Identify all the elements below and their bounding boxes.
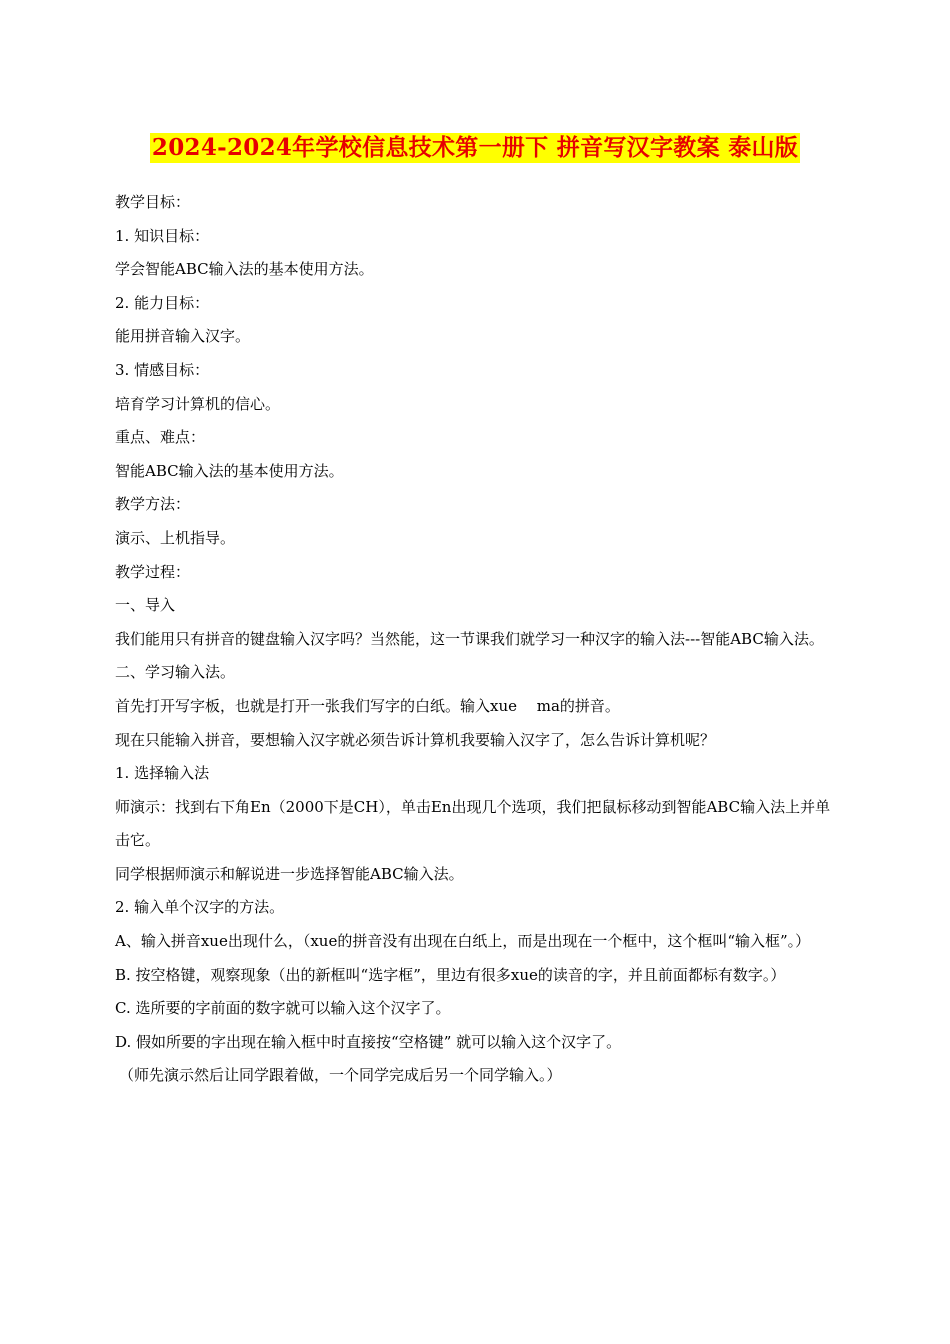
paragraph: B. 按空格键，观察现象（出的新框叫“选字框”，里边有很多xue的读音的字，并且前面都标有数字。） (115, 965, 786, 984)
paragraph: A、输入拼音xue出现什么，（xue的拼音没有出现在白纸上，而是出现在一个框中，这个框叫“输入框”。） (115, 932, 811, 951)
document-body (115, 186, 842, 1093)
paragraph: 学会智能ABC输入法的基本使用方法。 (115, 260, 374, 279)
paragraph: 教学过程： (115, 562, 191, 581)
document-title: 2024-2024年学校信息技术第一册下 拼音写汉字教案 泰山版 (151, 134, 799, 161)
paragraph: 现在只能输入拼音，要想输入汉字就必须告诉计算机我要输入汉字了，怎么告诉计算机呢？ (115, 730, 716, 749)
paragraph: 我们能用只有拼音的键盘输入汉字吗？当然能，这一节课我们就学习一种汉字的输入法---智能ABC输入法。 (115, 629, 824, 648)
paragraph: 二、学习输入法。 (115, 663, 236, 682)
paragraph: 1. 知识目标： (115, 226, 210, 245)
paragraph: 同学根据师演示和解说进一步选择智能ABC输入法。 (115, 864, 464, 883)
paragraph: 教学方法： (115, 495, 191, 514)
paragraph: C. 选所要的字前面的数字就可以输入这个汉字了。 (115, 999, 451, 1018)
paragraph: 3. 情感目标： (115, 360, 210, 379)
paragraph: 首先打开写字板，也就是打开一张我们写字的白纸。输入xue ma的拼音。 (115, 696, 620, 715)
paragraph: （师先演示然后让同学跟着做，一个同学完成后另一个同学输入。） (119, 1066, 562, 1085)
paragraph: 2. 输入单个汉字的方法。 (115, 898, 285, 917)
paragraph: 一、导入 (115, 596, 176, 615)
title-container (0, 133, 950, 163)
paragraph: 能用拼音输入汉字。 (115, 327, 251, 346)
paragraph: 2. 能力目标： (115, 293, 210, 312)
paragraph: D. 假如所要的字出现在输入框中时直接按“空格键” 就可以输入这个汉字了。 (115, 1032, 622, 1051)
paragraph: 教学目标： (115, 193, 191, 211)
paragraph: 师演示：找到右下角En（2000下是CH），单击En出现几个选项，我们把鼠标移动到智能ABC输入法上并单击它。 (115, 797, 831, 850)
paragraph: 智能ABC输入法的基本使用方法。 (115, 461, 344, 480)
paragraph: 培育学习计算机的信心。 (115, 394, 281, 413)
paragraph: 1. 选择输入法 (115, 764, 210, 783)
paragraph: 重点、难点： (115, 428, 206, 447)
paragraph: 演示、上机指导。 (115, 528, 236, 547)
